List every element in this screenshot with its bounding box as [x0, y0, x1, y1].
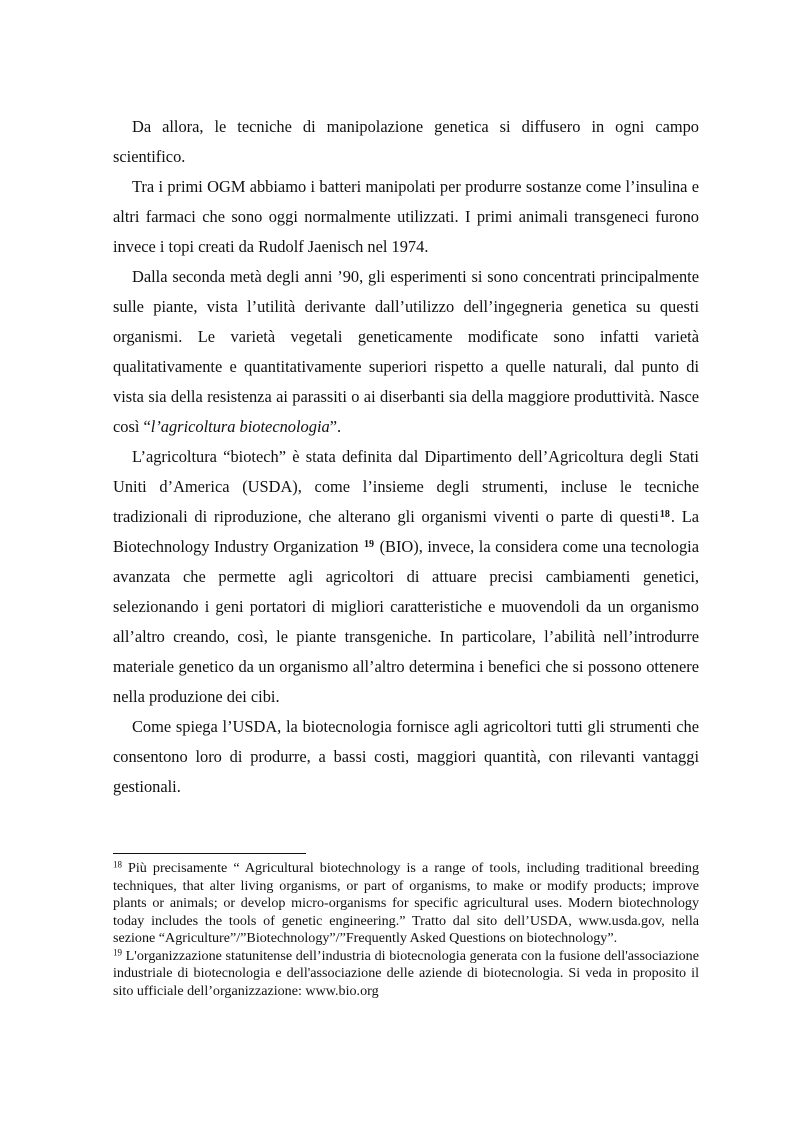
footnote-ref-19[interactable]: 19: [364, 538, 375, 550]
footnote-divider: [113, 853, 306, 854]
footnote-text: Più precisamente “ Agricultural biotechnology is a range of tools, including traditional breeding techniques, that alter living organisms, or part of organisms, to make or modify products; improve plants or animals; or develop micro-organisms for specific agricultural uses. Modern biotechnology today includes the tools of genetic engineering.” Tratto dal sito dell’USDA, www.usda.gov, nella sezione “Agriculture”/”Biotechnology”/”Frequently Asked Questions on biotechnology”.: [113, 860, 699, 946]
paragraph-4: [113, 442, 699, 712]
footnotes: [113, 860, 699, 1000]
paragraph-3-end: ”.: [329, 417, 342, 436]
italic-term: l’agricoltura biotecnologia: [150, 417, 330, 436]
paragraph-3: [113, 262, 699, 442]
paragraph-1: Da allora, le tecniche di manipolazione genetica si diffusero in ogni campo scientifico.: [113, 117, 699, 166]
footnote-number: 19: [113, 947, 122, 957]
footnote-19: [113, 948, 699, 1001]
footnote-text: L'organizzazione statunitense dell’industria di biotecnologia generata con la fusione dell'associazione industriale di biotecnologia e dell'associazione delle aziende di biotecnologia. Si veda in proposito il sito ufficiale dell’organizzazione: www.bio.org: [113, 947, 699, 999]
footnote-number: 18: [113, 859, 122, 870]
paragraph-2: Tra i primi OGM abbiamo i batteri manipolati per produrre sostanze come l’insulina e altri farmaci che sono oggi normalmente utilizzati. I primi animali transgeneci furono invece i topi creati da Rudolf Jaenisch nel 1974.: [113, 177, 699, 256]
main-text: [113, 112, 699, 802]
paragraph-4-text-a: L’agricoltura “biotech” è stata definita dal Dipartimento dell’Agricoltura degli Stati Uniti d’America (USDA), come l’insieme degli strumenti, incluse le tecniche tradizionali di riproduzione, che alterano gli organismi viventi o parte di questi: [113, 447, 699, 526]
paragraph-3-text: Dalla seconda metà degli anni ’90, gli esperimenti si sono concentrati principalmente sulle piante, vista l’utilità derivante dall’utilizzo dell’ingegneria genetica su questi organismi. Le varietà vegetali geneticamente modificate sono infatti varietà qualitativamente e quantitativamente superiori rispetto a quelle naturali, dal punto di vista sia della resistenza ai parassiti o ai diserbanti sia della maggiore produttività. Nasce così “: [113, 267, 699, 436]
footnote-18: [113, 860, 699, 948]
footnote-ref-18[interactable]: 18: [659, 508, 670, 520]
paragraph-5: Come spiega l’USDA, la biotecnologia fornisce agli agricoltori tutti gli strumenti che consentono loro di produrre, a bassi costi, maggiori quantità, con rilevanti vantaggi gestionali.: [113, 717, 699, 796]
paragraph-4-text-b: . La Biotechnology Industry Organization: [113, 507, 699, 556]
paragraph-4-text-c: (BIO), invece, la considera come una tecnologia avanzata che permette agli agricoltori di attuare precisi cambiamenti genetici, selezionando i geni portatori di migliori caratteristiche e muovendoli da un organismo all’altro creando, così, le piante transgeniche. In particolare, l’abilità nell’introdurre materiale genetico da un organismo all’altro determina i benefici che si possono ottenere nella produzione dei cibi.: [113, 537, 700, 706]
